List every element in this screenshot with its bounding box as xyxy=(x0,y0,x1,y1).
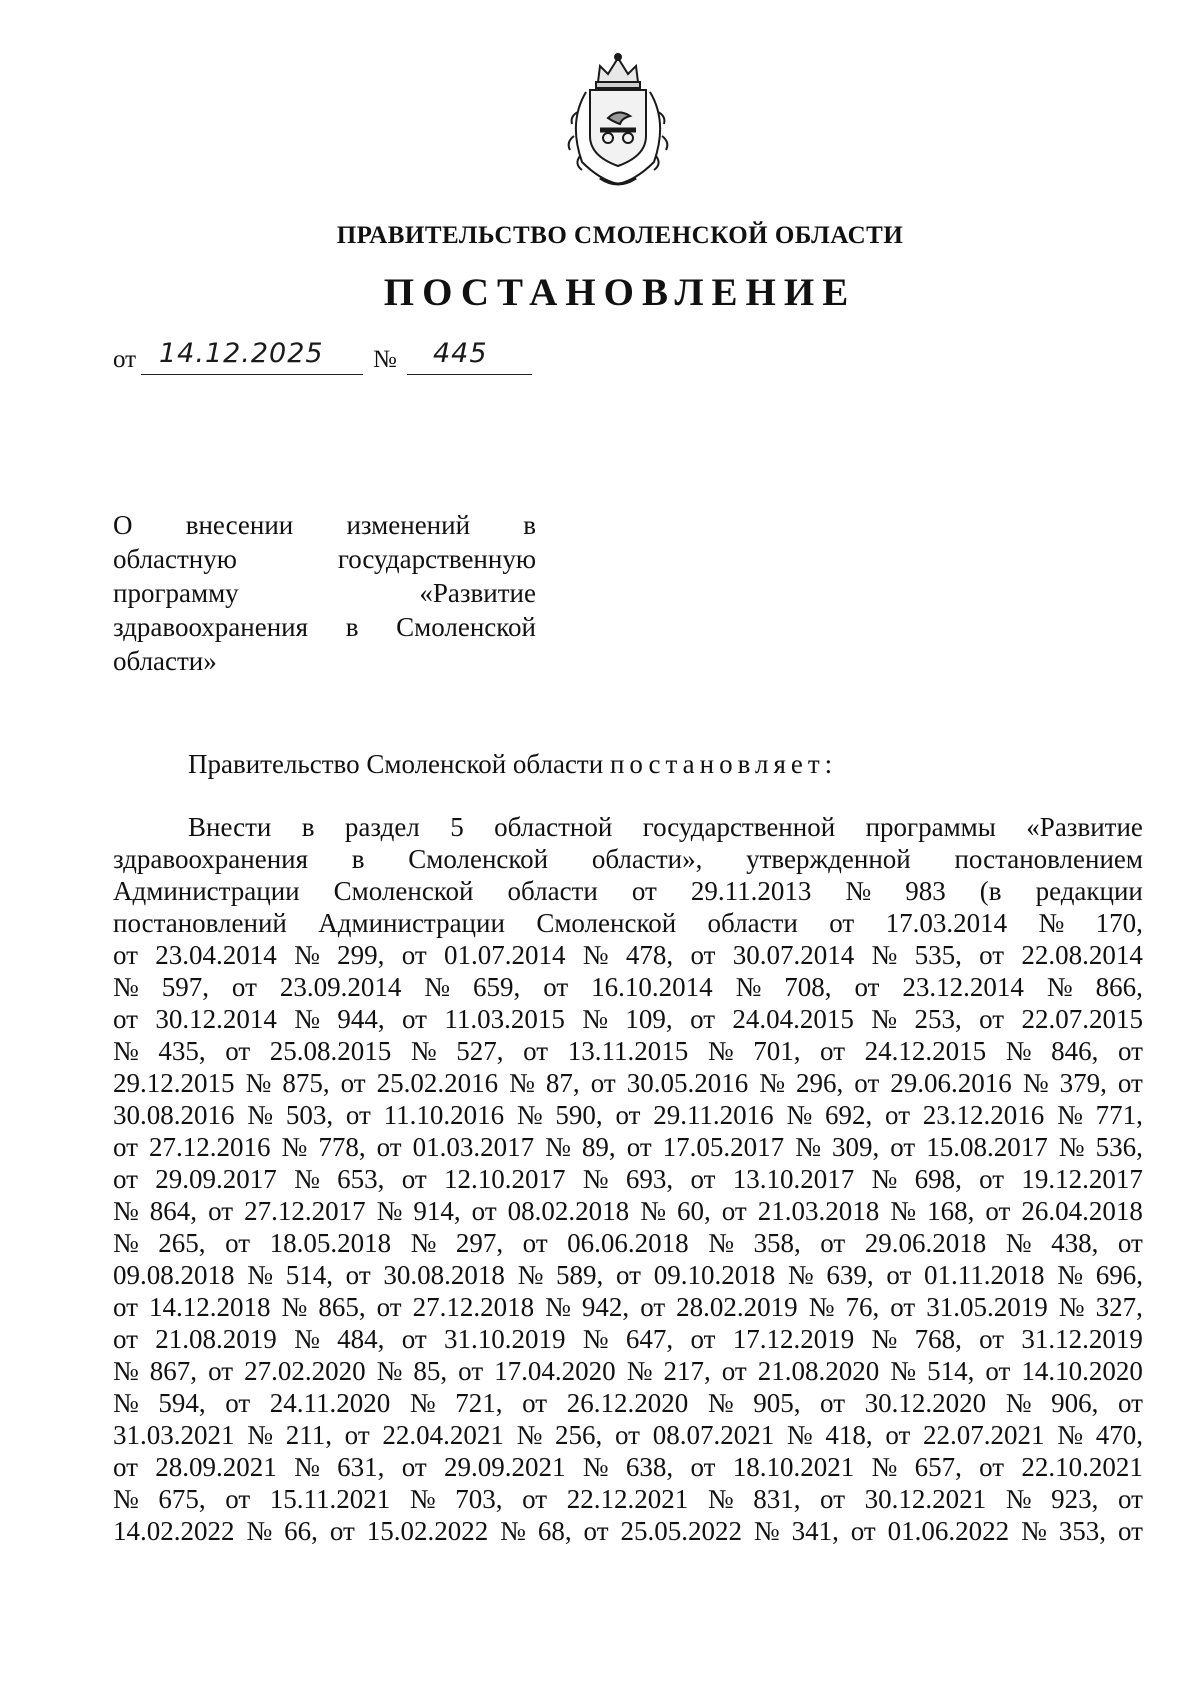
subject-word: О xyxy=(113,510,133,540)
subject-word: области» xyxy=(113,646,217,676)
body-line: от 27.12.2016 № 778, от 01.03.2017 № 89, от 17.05.2017 № 309, от 15.08.2017 № 536, xyxy=(113,1132,1143,1162)
body-line: № 435, от 25.08.2015 № 527, от 13.11.2015 № 701, от 24.12.2015 № 846, от xyxy=(113,1036,1143,1066)
number-underline xyxy=(407,374,532,375)
body-line: 29.12.2015 № 875, от 25.02.2016 № 87, от 30.05.2016 № 296, от 29.06.2016 № 379, от xyxy=(113,1068,1143,1098)
body-line: от 29.09.2017 № 653, от 12.10.2017 № 693, от 13.10.2017 № 698, от 19.12.2017 xyxy=(113,1164,1143,1194)
number-label: № xyxy=(373,346,397,373)
body-line: № 867, от 27.02.2020 № 85, от 17.04.2020 № 217, от 21.08.2020 № 514, от 14.10.2020 xyxy=(113,1356,1143,1386)
subject-line xyxy=(113,644,536,678)
body-line: Внести в раздел 5 областной государственной программы «Развитие xyxy=(188,812,1143,842)
subject-word: областную xyxy=(113,544,237,574)
document-date: 14.12.2025 xyxy=(159,338,324,369)
body-line: № 265, от 18.05.2018 № 297, от 06.06.2018 № 358, от 29.06.2018 № 438, от xyxy=(113,1228,1143,1258)
document-number: 445 xyxy=(433,338,488,369)
smolensk-region-coat-of-arms-icon xyxy=(560,52,676,190)
body-line: от 23.04.2014 № 299, от 01.07.2014 № 478, от 30.07.2014 № 535, от 22.08.2014 xyxy=(113,940,1143,970)
subject-word: Смоленской xyxy=(396,612,536,642)
body-line: 30.08.2016 № 503, от 11.10.2016 № 590, от 29.11.2016 № 692, от 23.12.2016 № 771, xyxy=(113,1100,1143,1130)
subject-line xyxy=(113,610,536,644)
body-line: от 30.12.2014 № 944, от 11.03.2015 № 109, от 24.04.2015 № 253, от 22.07.2015 xyxy=(113,1004,1143,1034)
subject-line xyxy=(113,542,536,576)
body-line: 14.02.2022 № 66, от 15.02.2022 № 68, от 25.05.2022 № 341, от 01.06.2022 № 353, от xyxy=(113,1516,1143,1546)
document-type-title: ПОСТАНОВЛЕНИЕ xyxy=(383,271,857,314)
subject-word: государственную xyxy=(337,544,536,574)
body-line: № 594, от 24.11.2020 № 721, от 26.12.2020 № 905, от 30.12.2020 № 906, от xyxy=(113,1388,1143,1418)
subject-word: изменений xyxy=(346,510,471,540)
body-line: № 675, от 15.11.2021 № 703, от 22.12.2021 № 831, от 30.12.2021 № 923, от xyxy=(113,1484,1143,1514)
subject-line xyxy=(113,576,536,610)
body-line: от 28.09.2021 № 631, от 29.09.2021 № 638, от 18.10.2021 № 657, от 22.10.2021 xyxy=(113,1452,1143,1482)
body-line: 09.08.2018 № 514, от 30.08.2018 № 589, от 09.10.2018 № 639, от 01.11.2018 № 696, xyxy=(113,1260,1143,1290)
body-paragraph xyxy=(113,811,1143,1547)
government-name: ПРАВИТЕЛЬСТВО СМОЛЕНСКОЙ ОБЛАСТИ xyxy=(336,222,904,249)
body-line: № 597, от 23.09.2014 № 659, от 16.10.2014 № 708, от 23.12.2014 № 866, xyxy=(113,972,1143,1002)
preamble xyxy=(188,749,837,780)
subject-word: в xyxy=(345,612,359,642)
body-line: от 21.08.2019 № 484, от 31.10.2019 № 647, от 17.12.2019 № 768, от 31.12.2019 xyxy=(113,1324,1143,1354)
preamble-decree-word: постановляет: xyxy=(609,749,838,779)
subject-word: программу xyxy=(113,578,239,608)
date-label: от xyxy=(113,346,137,373)
subject-word: внесении xyxy=(185,510,294,540)
body-line: Администрации Смоленской области от 29.11.2013 № 983 (в редакции xyxy=(113,876,1143,906)
body-line: от 14.12.2018 № 865, от 27.12.2018 № 942, от 28.02.2019 № 76, от 31.05.2019 № 327, xyxy=(113,1292,1143,1322)
subject-word: в xyxy=(523,510,536,540)
body-line: постановлений Администрации Смоленской области от 17.03.2014 № 170, xyxy=(113,908,1143,938)
body-line: здравоохранения в Смоленской области», утвержденной постановлением xyxy=(113,844,1143,874)
preamble-text: Правительство Смоленской области xyxy=(188,749,604,779)
body-line: 31.03.2021 № 211, от 22.04.2021 № 256, от 08.07.2021 № 418, от 22.07.2021 № 470, xyxy=(113,1420,1143,1450)
date-underline xyxy=(141,374,363,375)
document-subject xyxy=(113,508,536,678)
body-line: № 864, от 27.12.2017 № 914, от 08.02.2018 № 60, от 21.03.2018 № 168, от 26.04.2018 xyxy=(113,1196,1143,1226)
subject-word: «Развитие xyxy=(419,578,536,608)
subject-word: здравоохранения xyxy=(113,612,309,642)
subject-line xyxy=(113,508,536,542)
